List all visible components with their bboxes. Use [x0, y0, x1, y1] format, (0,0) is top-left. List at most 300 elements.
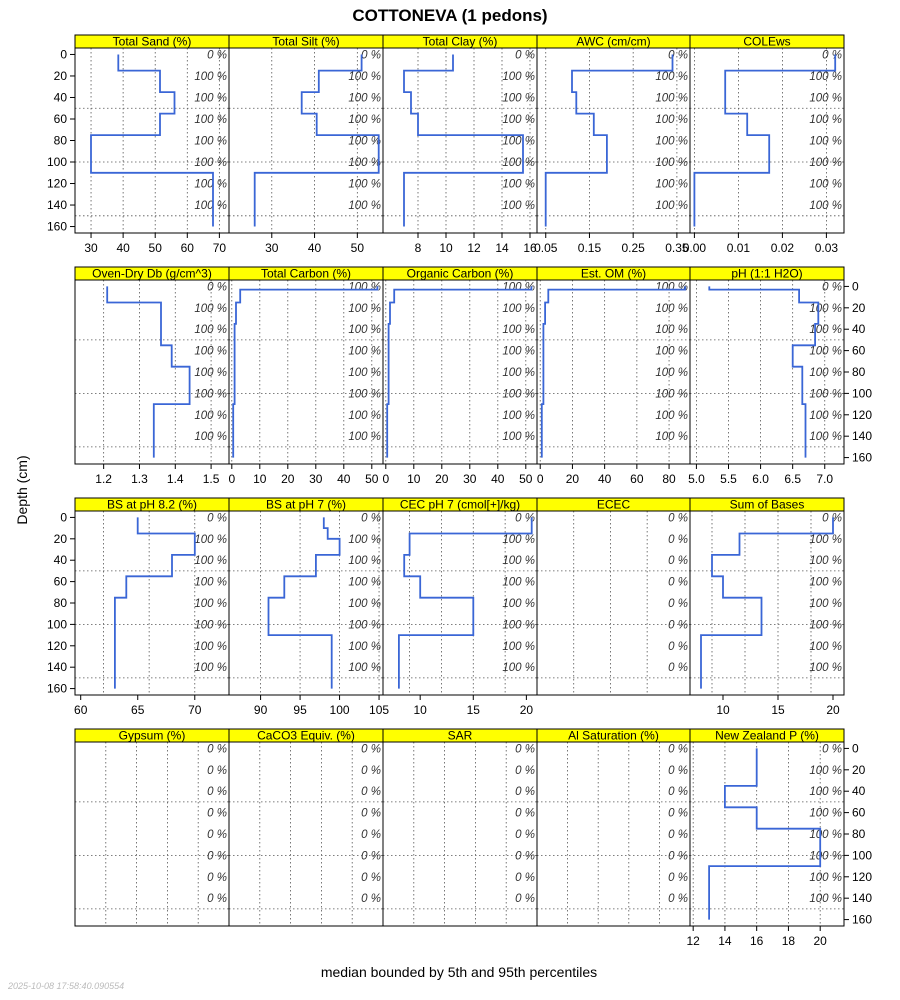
percent-label: 0 %	[668, 786, 688, 799]
panel-title: Sum of Bases	[729, 497, 805, 512]
x-tick-label: 14	[718, 934, 732, 948]
percent-label: 100 %	[655, 92, 688, 105]
percent-label: 100 %	[809, 786, 842, 799]
x-tick-label: 0	[382, 472, 390, 486]
percent-label: 100 %	[809, 431, 842, 444]
y-tick-label: 100	[46, 155, 67, 170]
percent-label: 100 %	[655, 113, 688, 126]
panel-title: Total Carbon (%)	[260, 266, 352, 281]
median-profile-line	[115, 517, 195, 688]
x-tick-label: 80	[662, 472, 676, 486]
percent-label: 100 %	[809, 178, 842, 191]
y-tick-label: 20	[852, 762, 866, 777]
x-tick-label: 1.2	[95, 472, 112, 486]
percent-label: 0 %	[668, 662, 688, 675]
x-tick-label: 60	[180, 241, 194, 255]
panel-title: COLEws	[743, 34, 791, 49]
panel	[74, 498, 229, 718]
percent-label: 0 %	[668, 598, 688, 610]
panel-title: Al Saturation (%)	[568, 728, 659, 743]
percent-label: 100 %	[348, 555, 381, 568]
percent-label: 0 %	[207, 281, 227, 294]
percent-label: 100 %	[502, 113, 535, 126]
x-tick-label: 12	[686, 934, 700, 948]
y-tick-label: 20	[53, 68, 67, 83]
percent-label: 100 %	[194, 598, 227, 610]
percent-label: 100 %	[809, 157, 842, 170]
percent-label: 100 %	[809, 640, 842, 653]
percent-label: 0 %	[668, 619, 688, 632]
percent-label: 100 %	[348, 70, 381, 83]
percent-label: 0 %	[207, 893, 227, 906]
x-tick-label: 7.0	[816, 472, 834, 486]
y-tick-label: 20	[852, 300, 866, 315]
panel	[383, 35, 537, 256]
percent-label: 0 %	[207, 807, 227, 820]
panel-border	[75, 742, 229, 926]
y-tick-label: 80	[53, 596, 67, 610]
x-tick-label: 0.05	[534, 241, 558, 255]
percent-label: 100 %	[502, 367, 535, 379]
percent-label: 100 %	[502, 640, 535, 653]
y-tick-label: 100	[852, 386, 873, 401]
percent-label: 100 %	[348, 324, 381, 337]
percent-label: 100 %	[655, 409, 688, 422]
panel-border	[537, 511, 690, 695]
percent-label: 0 %	[668, 764, 688, 777]
percent-label: 100 %	[194, 388, 227, 401]
x-tick-label: 30	[309, 472, 323, 486]
x-tick-label: 30	[265, 241, 279, 255]
percent-label: 0 %	[668, 829, 688, 841]
x-tick-label: 20	[565, 472, 580, 486]
percent-label: 100 %	[655, 388, 688, 401]
x-tick-label: 40	[597, 472, 612, 486]
x-tick-label: 18	[781, 934, 796, 948]
panel	[537, 267, 690, 487]
y-tick-label: 80	[53, 133, 67, 148]
y-tick-label: 40	[852, 322, 866, 337]
panel-title: Total Silt (%)	[272, 34, 340, 49]
percent-label: 0 %	[515, 512, 535, 525]
percent-label: 100 %	[502, 281, 535, 294]
percent-label: 100 %	[655, 70, 688, 83]
panel-title: Total Clay (%)	[422, 34, 498, 49]
y-tick-label: 0	[60, 510, 67, 525]
percent-label: 100 %	[655, 367, 688, 379]
percent-label: 100 %	[502, 431, 535, 444]
percent-label: 100 %	[194, 324, 227, 337]
percent-label: 0 %	[207, 764, 227, 777]
percent-label: 100 %	[194, 367, 227, 379]
percent-label: 0 %	[515, 743, 535, 756]
percent-label: 100 %	[348, 619, 381, 632]
percent-label: 0 %	[207, 850, 227, 863]
percent-label: 100 %	[502, 388, 535, 401]
percent-label: 100 %	[194, 619, 227, 632]
median-profile-line	[709, 748, 820, 919]
y-tick-label: 140	[852, 891, 873, 906]
percent-label: 0 %	[361, 49, 381, 62]
percent-label: 100 %	[655, 302, 688, 315]
percent-label: 100 %	[809, 829, 842, 841]
percent-label: 100 %	[809, 388, 842, 401]
percent-label: 100 %	[809, 893, 842, 906]
percent-label: 100 %	[502, 200, 535, 213]
x-tick-label: 5.5	[720, 472, 737, 486]
percent-label: 100 %	[502, 619, 535, 632]
x-tick-label: 20	[281, 472, 295, 486]
percent-label: 0 %	[207, 829, 227, 841]
percent-label: 100 %	[809, 135, 842, 148]
x-tick-label: 10	[439, 241, 453, 255]
panel	[229, 35, 383, 256]
percent-label: 100 %	[194, 662, 227, 675]
x-tick-label: 0.15	[577, 241, 602, 255]
percent-label: 0 %	[668, 533, 688, 546]
percent-label: 0 %	[361, 743, 381, 756]
x-tick-label: 15	[771, 703, 785, 717]
percent-label: 0 %	[668, 512, 688, 525]
panel-title: Total Sand (%)	[112, 34, 192, 49]
x-tick-label: 1.5	[202, 472, 220, 486]
percent-label: 100 %	[194, 576, 227, 589]
y-tick-label: 40	[852, 784, 866, 799]
x-tick-label: 60	[74, 703, 88, 717]
x-tick-label: 15	[466, 703, 480, 717]
percent-label: 100 %	[502, 555, 535, 568]
x-tick-label: 1.4	[166, 472, 184, 486]
percent-label: 0 %	[822, 512, 842, 525]
percent-label: 100 %	[809, 871, 842, 884]
x-tick-label: 10	[253, 472, 267, 486]
x-tick-label: 0.25	[621, 241, 645, 255]
y-tick-label: 60	[53, 111, 67, 126]
y-tick-label: 160	[46, 219, 67, 234]
x-tick-label: 50	[365, 472, 379, 486]
x-tick-label: 50	[350, 241, 365, 255]
percent-label: 0 %	[515, 893, 535, 906]
percent-label: 100 %	[809, 324, 842, 337]
panel	[537, 498, 690, 696]
panel	[690, 498, 844, 718]
percent-label: 100 %	[194, 70, 227, 83]
percent-label: 0 %	[515, 871, 535, 884]
x-tick-label: 20	[826, 703, 840, 717]
percent-label: 100 %	[348, 135, 381, 148]
panel	[228, 267, 383, 487]
percent-label: 0 %	[668, 893, 688, 906]
percent-label: 0 %	[361, 893, 381, 906]
y-tick-label: 100	[852, 848, 873, 863]
x-tick-label: 95	[293, 703, 307, 717]
percent-label: 100 %	[809, 92, 842, 105]
percent-label: 100 %	[348, 533, 381, 546]
percent-label: 100 %	[655, 431, 688, 444]
y-tick-label: 100	[46, 617, 67, 632]
percent-label: 100 %	[655, 157, 688, 170]
x-tick-label: 70	[188, 703, 202, 717]
y-tick-label: 60	[852, 343, 866, 358]
percent-label: 0 %	[822, 743, 842, 756]
y-tick-label: 140	[46, 660, 67, 675]
percent-label: 100 %	[502, 135, 535, 148]
y-tick-label: 0	[60, 47, 67, 62]
percent-label: 100 %	[348, 576, 381, 589]
percent-label: 100 %	[502, 409, 535, 422]
percent-label: 100 %	[502, 302, 535, 315]
percent-label: 0 %	[668, 850, 688, 863]
percent-label: 100 %	[502, 70, 535, 83]
percent-label: 0 %	[515, 49, 535, 62]
x-tick-label: 100	[329, 703, 350, 717]
panel-border	[229, 742, 383, 926]
percent-label: 100 %	[348, 178, 381, 191]
percent-label: 100 %	[502, 662, 535, 675]
median-profile-line	[709, 286, 818, 457]
panel	[383, 498, 537, 718]
percent-label: 100 %	[809, 70, 842, 83]
percent-label: 100 %	[809, 200, 842, 213]
y-tick-label: 0	[852, 279, 859, 294]
x-tick-label: 14	[495, 241, 509, 255]
percent-label: 0 %	[515, 829, 535, 841]
percent-label: 100 %	[348, 281, 381, 294]
percent-label: 0 %	[668, 640, 688, 653]
panel-title: Est. OM (%)	[580, 266, 647, 281]
y-tick-label: 160	[852, 912, 873, 927]
x-tick-label: 0.35	[665, 241, 689, 255]
x-tick-label: 12	[467, 241, 481, 255]
percent-label: 100 %	[809, 302, 842, 315]
panel-title: AWC (cm/cm)	[576, 34, 651, 49]
percent-label: 0 %	[361, 786, 381, 799]
percent-label: 100 %	[809, 619, 842, 632]
panel	[534, 35, 690, 256]
x-tick-label: 20	[435, 472, 449, 486]
percent-label: 0 %	[515, 807, 535, 820]
percent-label: 100 %	[194, 345, 227, 358]
percent-label: 100 %	[348, 302, 381, 315]
panel-title: ECEC	[596, 497, 631, 512]
x-tick-label: 0	[536, 472, 544, 486]
median-profile-line	[269, 517, 340, 688]
x-tick-label: 10	[413, 703, 427, 717]
percent-label: 0 %	[515, 850, 535, 863]
percent-label: 100 %	[348, 200, 381, 213]
y-tick-label: 80	[852, 365, 866, 379]
percent-label: 100 %	[194, 533, 227, 546]
percent-label: 0 %	[207, 512, 227, 525]
panel-border	[383, 742, 537, 926]
percent-label: 100 %	[809, 555, 842, 568]
percent-label: 100 %	[194, 178, 227, 191]
percent-label: 100 %	[194, 302, 227, 315]
x-tick-label: 8	[414, 241, 422, 255]
percent-label: 100 %	[348, 157, 381, 170]
x-tick-label: 16	[523, 241, 537, 255]
x-tick-label: 60	[630, 472, 644, 486]
percent-label: 100 %	[194, 200, 227, 213]
y-tick-label: 120	[46, 638, 67, 653]
percent-label: 0 %	[361, 871, 381, 884]
x-tick-label: 0.00	[682, 241, 707, 255]
x-tick-label: 30	[84, 241, 98, 255]
percent-label: 100 %	[655, 135, 688, 148]
panel	[683, 35, 844, 256]
x-tick-label: 10	[716, 703, 730, 717]
x-tick-label: 40	[337, 472, 351, 486]
x-tick-label: 65	[131, 703, 145, 717]
percent-label: 0 %	[207, 49, 227, 62]
percent-label: 0 %	[822, 49, 842, 62]
panel-title: pH (1:1 H2O)	[731, 266, 803, 281]
x-tick-label: 1.3	[131, 472, 148, 486]
percent-label: 100 %	[348, 640, 381, 653]
percent-label: 100 %	[194, 431, 227, 444]
x-tick-label: 6.0	[752, 472, 769, 486]
percent-label: 100 %	[809, 764, 842, 777]
percent-label: 100 %	[194, 640, 227, 653]
x-tick-label: 70	[212, 241, 227, 255]
percent-label: 100 %	[655, 178, 688, 191]
percent-label: 100 %	[809, 850, 842, 863]
percent-label: 100 %	[655, 200, 688, 213]
percent-label: 100 %	[502, 533, 535, 546]
percent-label: 0 %	[207, 743, 227, 756]
panel	[229, 498, 389, 718]
percent-label: 100 %	[194, 157, 227, 170]
percent-label: 100 %	[194, 555, 227, 568]
percent-label: 100 %	[655, 281, 688, 294]
percent-label: 100 %	[655, 345, 688, 358]
panel-title: CEC pH 7 (cmol[+]/kg)	[399, 497, 521, 512]
panel-title: Gypsum (%)	[118, 728, 186, 743]
panel-title: Organic Carbon (%)	[406, 266, 514, 281]
percent-label: 0 %	[668, 871, 688, 884]
percent-label: 100 %	[502, 178, 535, 191]
percent-label: 0 %	[668, 576, 688, 589]
percent-label: 100 %	[809, 662, 842, 675]
timestamp-label: 2025-10-08 17:58:40.090554	[8, 981, 125, 991]
median-profile-line	[546, 55, 673, 227]
percent-label: 0 %	[668, 555, 688, 568]
percent-label: 100 %	[502, 345, 535, 358]
percent-label: 100 %	[194, 113, 227, 126]
percent-label: 100 %	[194, 409, 227, 422]
percent-label: 0 %	[515, 786, 535, 799]
percent-label: 0 %	[207, 871, 227, 884]
percent-label: 0 %	[515, 764, 535, 777]
percent-label: 100 %	[348, 92, 381, 105]
x-tick-label: 6.5	[784, 472, 802, 486]
percent-label: 100 %	[809, 367, 842, 379]
x-tick-label: 20	[813, 934, 827, 948]
percent-label: 100 %	[502, 576, 535, 589]
percent-label: 0 %	[361, 512, 381, 525]
x-tick-label: 40	[116, 241, 130, 255]
x-tick-label: 0.02	[770, 241, 795, 255]
y-tick-label: 40	[53, 553, 67, 568]
figure-title: COTTONEVA (1 pedons)	[352, 6, 548, 25]
percent-label: 100 %	[502, 92, 535, 105]
x-tick-label: 50	[148, 241, 162, 255]
y-tick-label: 0	[852, 741, 859, 756]
x-tick-label: 0.03	[814, 241, 839, 255]
x-tick-label: 50	[519, 472, 533, 486]
percent-label: 100 %	[809, 533, 842, 546]
x-tick-label: 0	[228, 472, 236, 486]
y-tick-label: 80	[852, 827, 866, 841]
panel	[75, 729, 229, 927]
percent-label: 100 %	[348, 113, 381, 126]
percent-label: 100 %	[809, 807, 842, 820]
panel-grid	[74, 35, 844, 949]
panel-border	[537, 742, 690, 926]
y-tick-label: 140	[852, 429, 873, 444]
percent-label: 0 %	[361, 807, 381, 820]
depth-axes	[47, 47, 872, 926]
panel	[229, 729, 383, 927]
panel-title: BS at pH 7 (%)	[265, 497, 347, 512]
y-tick-label: 120	[852, 869, 873, 884]
percent-label: 0 %	[361, 829, 381, 841]
y-tick-label: 20	[53, 531, 67, 546]
x-tick-label: 10	[407, 472, 421, 486]
y-tick-label: 60	[53, 574, 67, 589]
percent-label: 100 %	[348, 431, 381, 444]
panel-title: CaCO3 Equiv. (%)	[257, 728, 355, 743]
percent-label: 100 %	[809, 345, 842, 358]
percent-label: 100 %	[655, 324, 688, 337]
x-tick-label: 40	[491, 472, 505, 486]
panel-title: BS at pH 8.2 (%)	[106, 497, 198, 512]
x-tick-label: 5.0	[688, 472, 705, 486]
y-tick-label: 120	[46, 176, 67, 191]
x-axis-title: median bounded by 5th and 95th percentiles	[320, 964, 598, 980]
panel	[382, 267, 537, 487]
percent-label: 100 %	[809, 113, 842, 126]
percent-label: 100 %	[348, 345, 381, 358]
percent-label: 100 %	[502, 157, 535, 170]
percent-label: 100 %	[809, 576, 842, 589]
percent-label: 100 %	[348, 409, 381, 422]
y-tick-label: 120	[852, 407, 873, 422]
x-tick-label: 90	[253, 703, 268, 717]
x-tick-label: 16	[750, 934, 764, 948]
y-axis-title: Depth (cm)	[14, 455, 30, 525]
percent-label: 100 %	[348, 662, 381, 675]
y-tick-label: 140	[46, 198, 67, 213]
percent-label: 0 %	[668, 49, 688, 62]
percent-label: 100 %	[348, 388, 381, 401]
panel-title: Oven-Dry Db (g/cm^3)	[92, 266, 212, 281]
percent-label: 0 %	[361, 764, 381, 777]
percent-label: 0 %	[361, 850, 381, 863]
panel-title: New Zealand P (%)	[715, 728, 819, 743]
percent-label: 0 %	[207, 786, 227, 799]
panel	[383, 729, 537, 927]
percent-label: 100 %	[502, 324, 535, 337]
percent-label: 0 %	[668, 743, 688, 756]
y-tick-label: 160	[852, 450, 873, 465]
panel	[75, 267, 229, 487]
x-tick-label: 20	[519, 703, 534, 717]
panel	[688, 267, 844, 487]
percent-label: 100 %	[348, 598, 381, 610]
x-tick-label: 40	[307, 241, 322, 255]
percent-label: 100 %	[348, 367, 381, 379]
